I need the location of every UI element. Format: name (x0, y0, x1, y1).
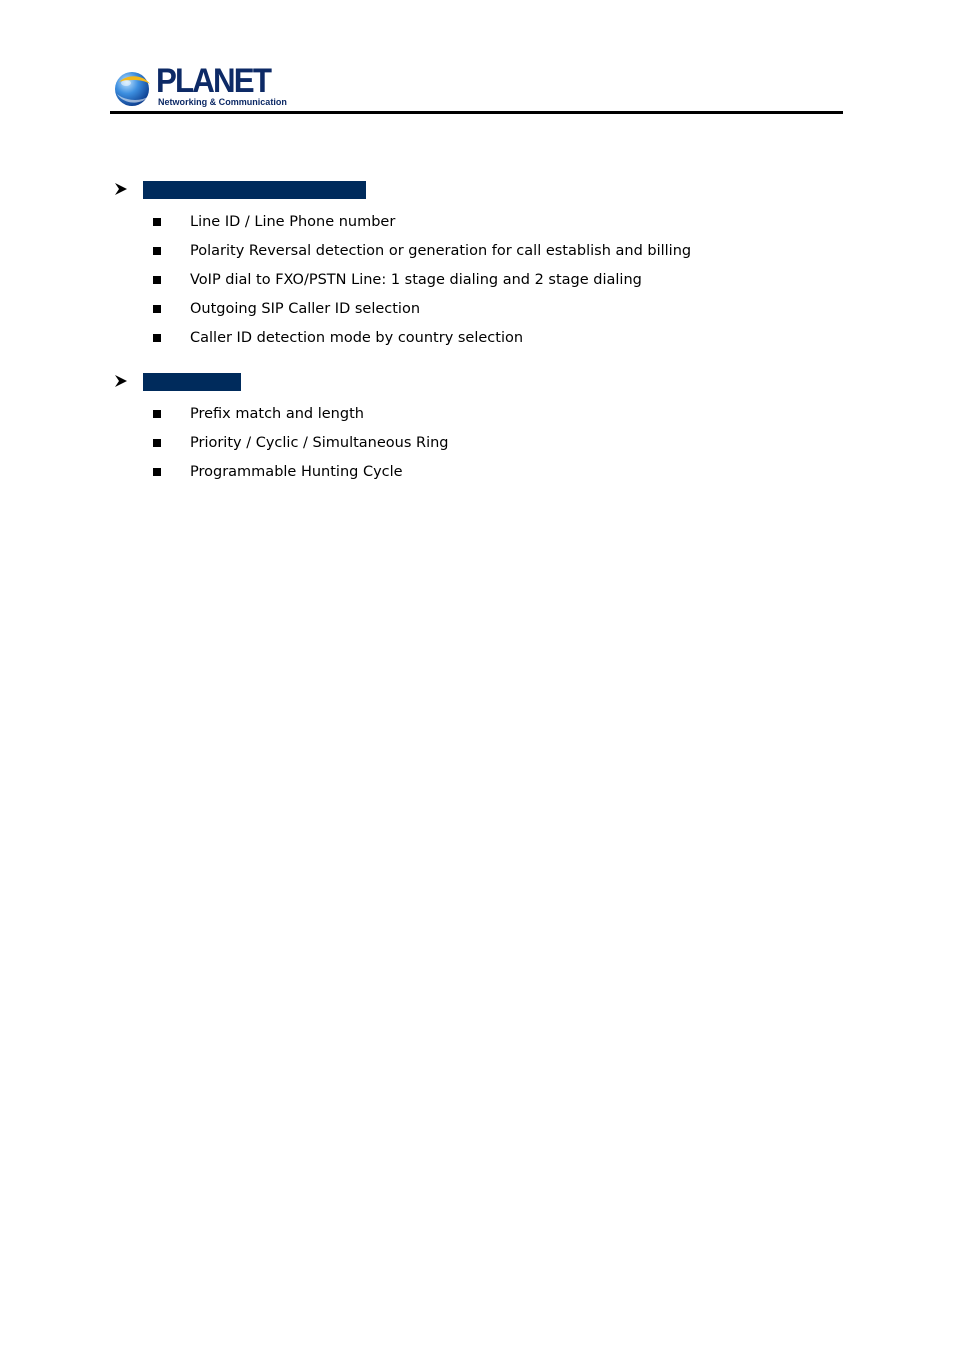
logo-tagline: Networking & Communication (158, 97, 287, 108)
feature-section-2 (112, 373, 812, 491)
list-item-text: Caller ID detection mode by country selection (190, 330, 524, 346)
page-header (110, 62, 843, 116)
list-item-text: Polarity Reversal detection or generation for call establish and billing (190, 243, 692, 259)
list-item (112, 299, 812, 328)
list-item (112, 404, 812, 433)
list-item (112, 270, 812, 299)
list-item-text: Programmable Hunting Cycle (190, 464, 403, 480)
arrow-bullet-icon (114, 182, 128, 196)
list-item (112, 462, 812, 491)
square-bullet-icon (153, 276, 161, 284)
planet-logo (110, 62, 287, 112)
square-bullet-icon (153, 218, 161, 226)
list-item-text: VoIP dial to FXO/PSTN Line: 1 stage dialing and 2 stage dialing (190, 272, 642, 288)
logo-wordmark: PLANET (156, 62, 271, 100)
arrow-bullet-icon (114, 374, 128, 388)
list-item-text: Priority / Cyclic / Simultaneous Ring (190, 435, 449, 451)
list-item (112, 241, 812, 270)
globe-icon (113, 68, 153, 108)
feature-list (112, 212, 812, 357)
square-bullet-icon (153, 247, 161, 255)
square-bullet-icon (153, 305, 161, 313)
section-heading-bar (143, 373, 241, 391)
section-heading-row (112, 373, 812, 393)
feature-list (112, 404, 812, 491)
section-heading-bar (143, 181, 366, 199)
feature-section-1 (112, 181, 812, 357)
square-bullet-icon (153, 410, 161, 418)
section-heading-row (112, 181, 812, 201)
list-item-text: Prefix match and length (190, 406, 364, 422)
list-item-text: Line ID / Line Phone number (190, 214, 396, 230)
square-bullet-icon (153, 439, 161, 447)
square-bullet-icon (153, 334, 161, 342)
square-bullet-icon (153, 468, 161, 476)
list-item-text: Outgoing SIP Caller ID selection (190, 301, 421, 317)
list-item (112, 433, 812, 462)
header-divider (110, 111, 843, 114)
list-item (112, 212, 812, 241)
list-item (112, 328, 812, 357)
